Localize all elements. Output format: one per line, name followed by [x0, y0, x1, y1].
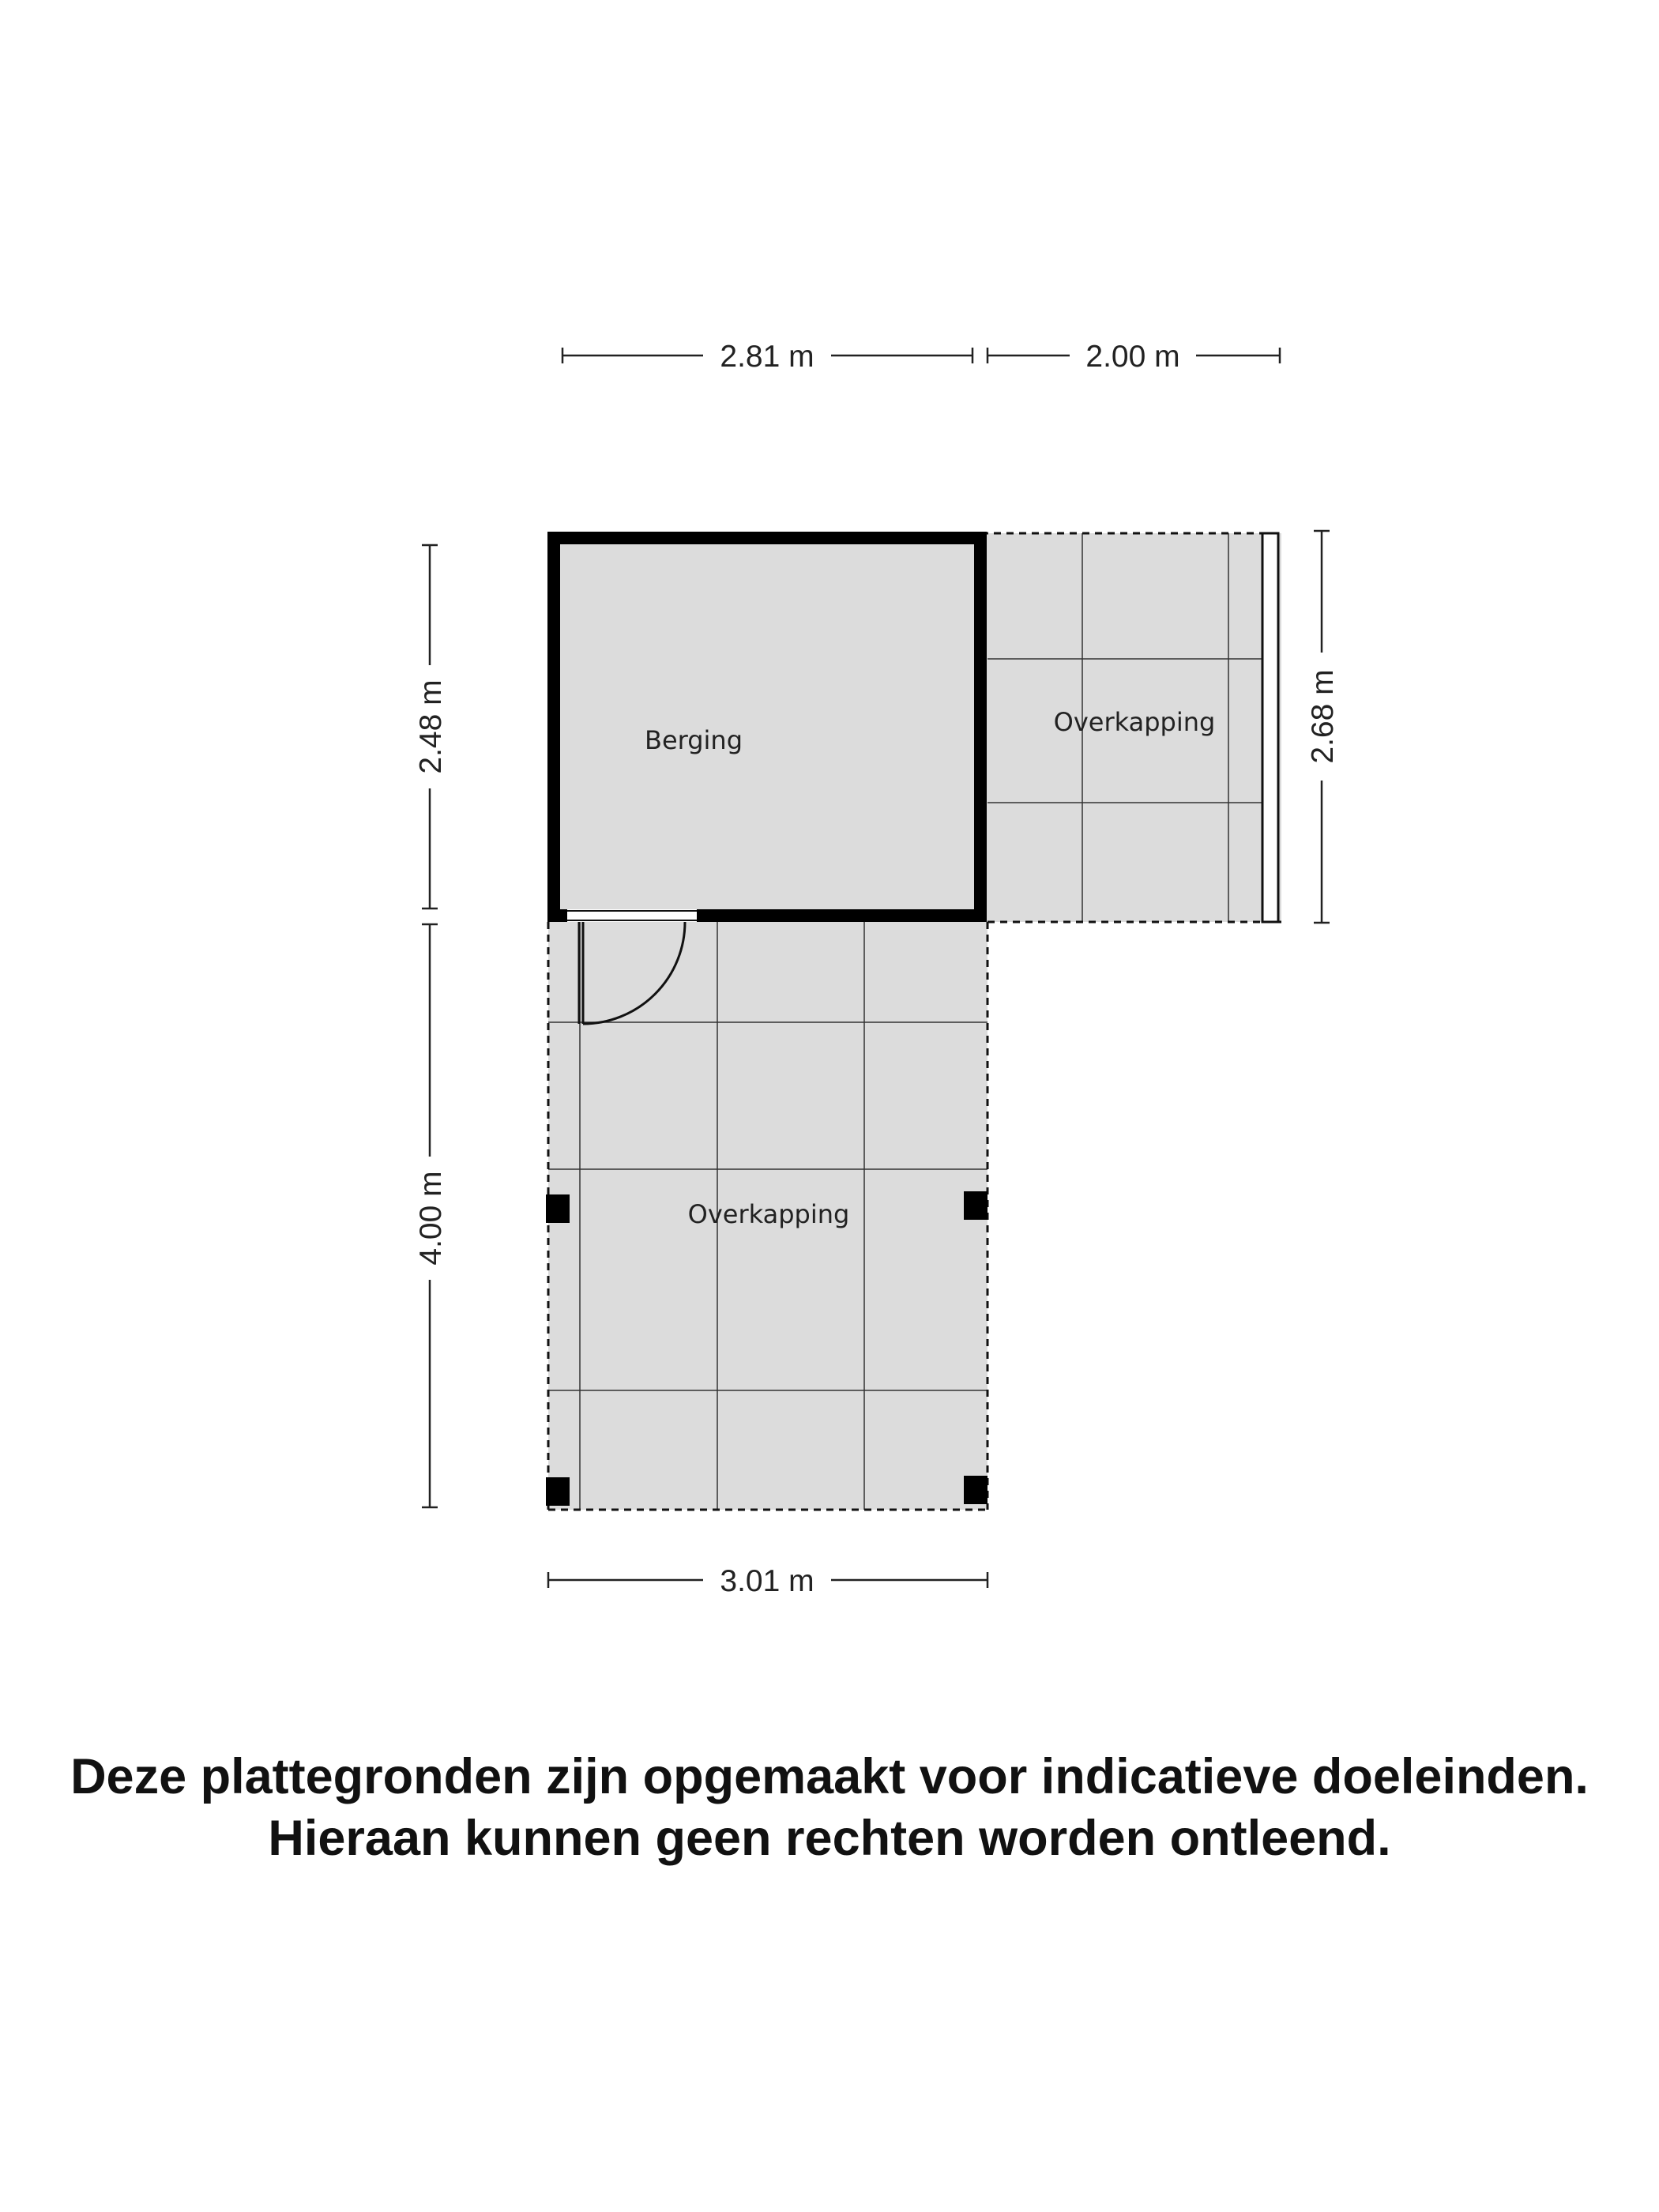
disclaimer-line-1: Deze plattegronden zijn opgemaakt voor indicatieve doeleinden. [70, 1749, 1589, 1804]
dimension-top-left: 2.81 m [720, 340, 814, 374]
berging-floor [553, 537, 981, 916]
column [964, 1191, 988, 1220]
disclaimer-line-2: Hieraan kunnen geen rechten worden ontleend. [268, 1811, 1391, 1866]
dimension-bottom: 3.01 m [720, 1564, 814, 1598]
room-label-berging: Berging [644, 725, 743, 755]
column [546, 1194, 570, 1223]
column [546, 1477, 570, 1506]
side-wall-right [1262, 533, 1278, 922]
disclaimer [0, 1746, 1659, 1869]
dimension-right: 2.68 m [1306, 669, 1340, 764]
dimension-top-right: 2.00 m [1085, 340, 1180, 374]
column [964, 1476, 988, 1504]
dimension-left-upper: 2.48 m [414, 679, 448, 774]
room-label-overkapping-bottom: Overkapping [687, 1199, 850, 1229]
room-label-overkapping-right: Overkapping [1053, 707, 1216, 737]
dimension-left-lower: 4.00 m [414, 1171, 448, 1266]
